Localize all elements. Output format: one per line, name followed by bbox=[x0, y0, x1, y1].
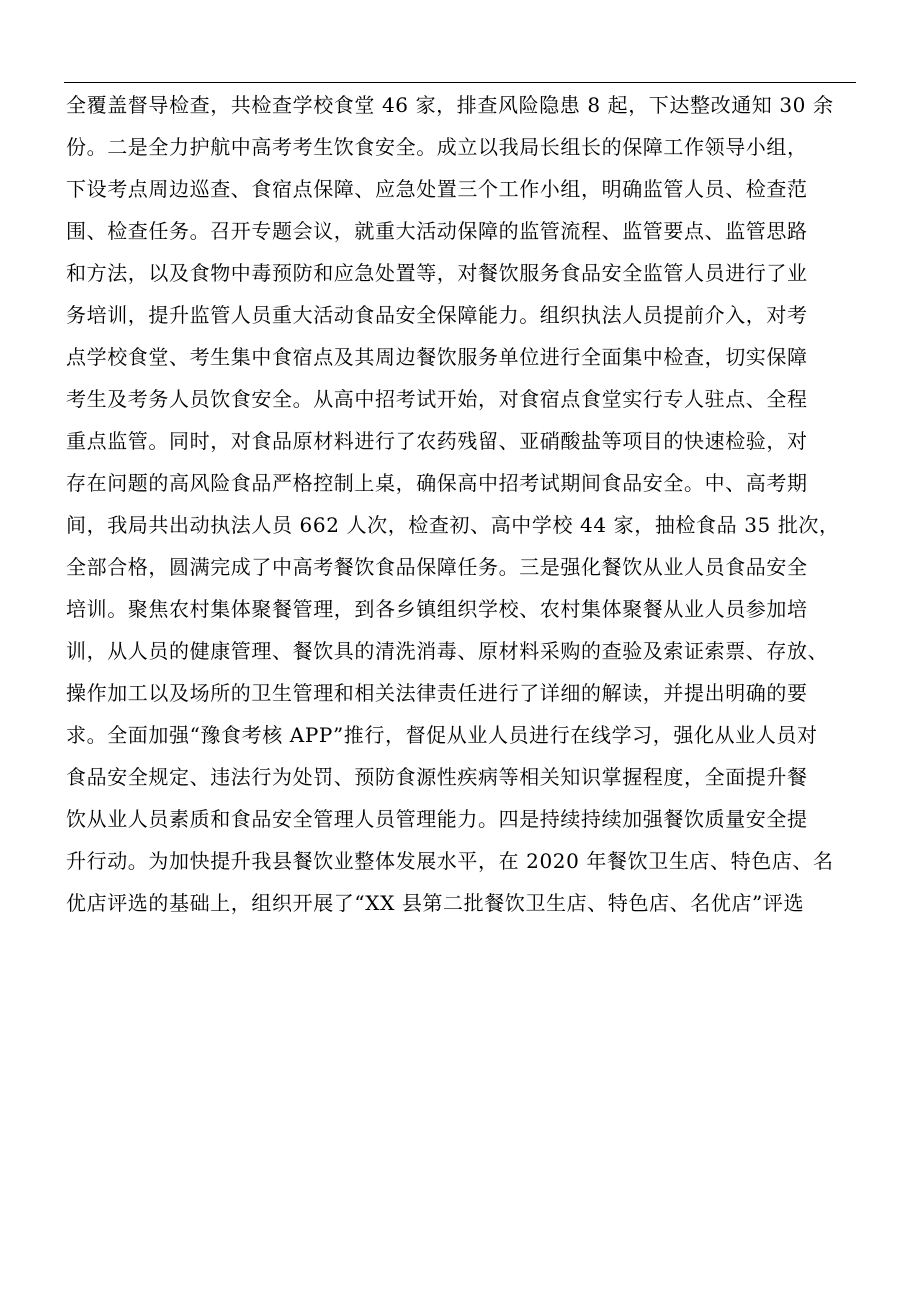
text-line: 重点监管。同时，对食品原材料进行了农药残留、亚硝酸盐等项目的快速检验，对 bbox=[66, 429, 808, 453]
text-line: 全覆盖督导检查，共检查学校食堂 46 家，排查风险隐患 8 起，下达整改通知 30 余 bbox=[66, 93, 834, 117]
text-line: 存在问题的高风险食品严格控制上桌，确保高中招考试期间食品安全。中、高考期 bbox=[66, 471, 808, 495]
text-line: 操作加工以及场所的卫生管理和相关法律责任进行了详细的解读，并提出明确的要 bbox=[66, 681, 808, 705]
text-line: 下设考点周边巡查、食宿点保障、应急处置三个工作小组，明确监管人员、检查范 bbox=[66, 177, 808, 201]
text-line: 围、检查任务。召开专题会议，就重大活动保障的监管流程、监管要点、监管思路 bbox=[66, 219, 808, 243]
text-line: 优店评选的基础上，组织开展了“XX 县第二批餐饮卫生店、特色店、名优店”评选 bbox=[66, 891, 805, 915]
text-line: 培训。聚焦农村集体聚餐管理，到各乡镇组织学校、农村集体聚餐从业人员参加培 bbox=[66, 597, 808, 621]
text-line: 间，我局共出动执法人员 662 人次，检查初、高中学校 44 家，抽检食品 35 批次， bbox=[66, 513, 840, 537]
text-line: 训，从人员的健康管理、餐饮具的清洗消毒、原材料采购的查验及索证索票、存放、 bbox=[66, 639, 829, 663]
text-line: 求。全面加强“豫食考核 APP”推行，督促从业人员进行在线学习，强化从业人员对 bbox=[66, 723, 818, 747]
text-line: 点学校食堂、考生集中食宿点及其周边餐饮服务单位进行全面集中检查，切实保障 bbox=[66, 345, 808, 369]
text-line: 饮从业人员素质和食品安全管理人员管理能力。四是持续持续加强餐饮质量安全提 bbox=[66, 807, 808, 831]
text-line: 份。二是全力护航中高考考生饮食安全。成立以我局长组长的保障工作领导小组， bbox=[66, 135, 808, 159]
text-line: 务培训，提升监管人员重大活动食品安全保障能力。组织执法人员提前介入，对考 bbox=[66, 303, 808, 327]
text-line: 全部合格，圆满完成了中高考餐饮食品保障任务。三是强化餐饮从业人员食品安全 bbox=[66, 555, 808, 579]
text-line: 考生及考务人员饮食安全。从高中招考试开始，对食宿点食堂实行专人驻点、全程 bbox=[66, 387, 808, 411]
text-line: 食品安全规定、违法行为处罚、预防食源性疾病等相关知识掌握程度，全面提升餐 bbox=[66, 765, 808, 789]
header-rule bbox=[64, 82, 856, 83]
body-text bbox=[66, 84, 866, 924]
text-line: 升行动。为加快提升我县餐饮业整体发展水平，在 2020 年餐饮卫生店、特色店、名 bbox=[66, 849, 834, 873]
text-line: 和方法，以及食物中毒预防和应急处置等，对餐饮服务食品安全监管人员进行了业 bbox=[66, 261, 808, 285]
